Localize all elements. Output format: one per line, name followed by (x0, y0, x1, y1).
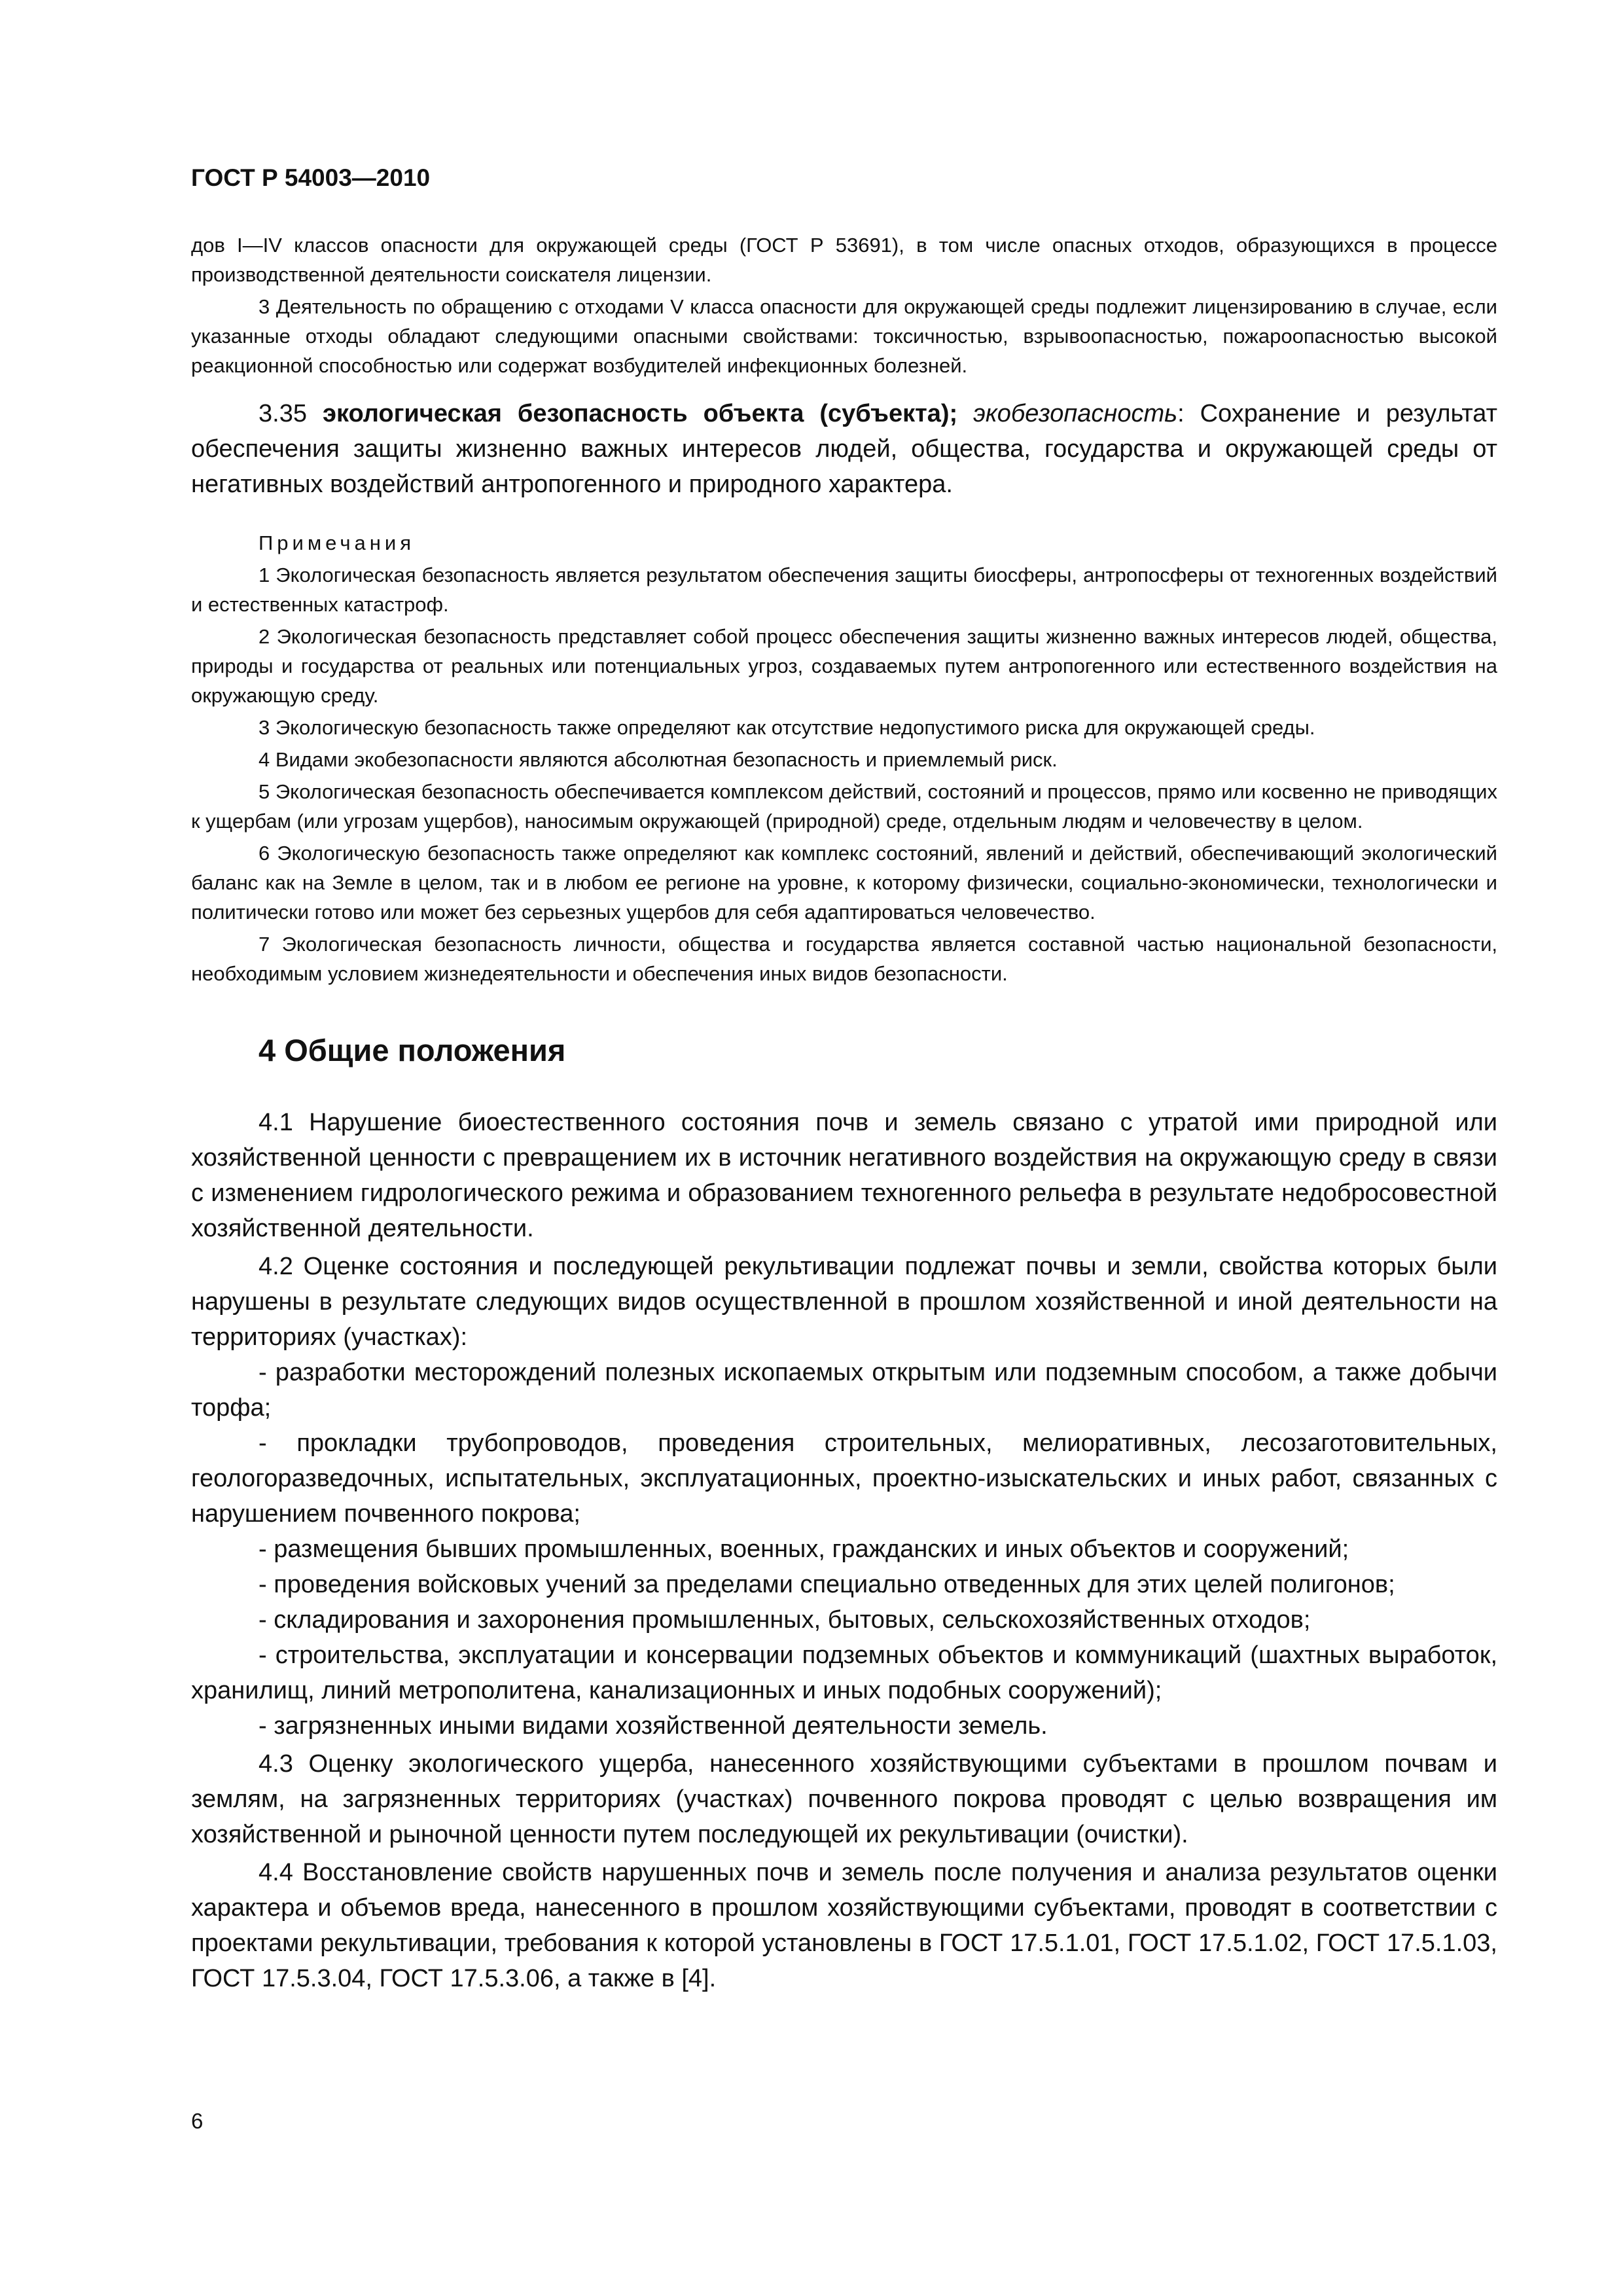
list-item: - складирования и захоронения промышленных, бытовых, сельскохозяйственных отходов; (259, 1606, 1311, 1634)
note-item: 5 Экологическая безопасность обеспечивается комплексом действий, состояний и процессов, прямо или косвенно не приводящих к ущербам (или угрозам ущербов), наносимым окружающей (природной) среде, отдельным людям и человечеству в целом. (191, 780, 1497, 833)
note-3: 3 Деятельность по обращению с отходами V класса опасности для окружающей среды подлежит лицензированию в случае, если указанные отходы обладают следующими опасными свойствами: токсичностью, взрывоопасностью, пожароопасностью высокой реакционной способностью или содержат возбудителей инфекционных болезней. (191, 295, 1497, 377)
term-synonym: экобезопасность (973, 400, 1178, 427)
list-item: - разработки месторождений полезных ископаемых открытым или подземным способом, а также добычи торфа; (191, 1359, 1497, 1422)
paragraph-4-2: 4.2 Оценке состояния и последующей рекультивации подлежат почвы и земли, свойства которых были нарушены в результате следующих видов осуществленной в прошлом хозяйственной и иной деятельности на территориях (участках): (191, 1253, 1497, 1351)
note-item: 7 Экологическая безопасность личности, общества и государства является составной частью национальной безопасности, необходимым условием жизнедеятельности и обеспечения иных видов безопасности. (191, 933, 1497, 985)
page-number: 6 (191, 2109, 204, 2133)
list-item: - прокладки трубопроводов, проведения строительных, мелиоративных, лесозаготовительных, геологоразведочных, испытательных, эксплуатационных, проектно-изыскательских и иных работ, связанных с нарушением почвенного покрова; (191, 1429, 1497, 1528)
paragraph-4-1: 4.1 Нарушение биоестественного состояния почв и земель связано с утратой ими природной или хозяйственной ценности с превращением их в источник негативного воздействия на окружающую среду в связи с изменением гидрологического режима и образованием техногенного рельефа в результате недобросовестной хозяйственной деятельности. (191, 1109, 1497, 1242)
note-item: 6 Экологическую безопасность также определяют как комплекс состояний, явлений и действий, обеспечивающий экологический баланс как на Земле в целом, так и в любом ее регионе на уровне, к которому физически, социально-экономически, технологически и политически готово или может без серьезных ущербов для себя адаптироваться человечество. (191, 842, 1497, 924)
section-4-body (191, 1105, 1497, 1996)
notes-block (191, 528, 1497, 988)
paragraph-4-4: 4.4 Восстановление свойств нарушенных почв и земель после получения и анализа результатов оценки характера и объемов вреда, нанесенного в прошлом хозяйствующими субъектами, проводят в соответствии с проектами рекультивации, требования к которой установлены в ГОСТ 17.5.1.01, ГОСТ 17.5.1.02, ГОСТ 17.5.1.03, ГОСТ 17.5.3.04, ГОСТ 17.5.3.06, а также в [4]. (191, 1859, 1497, 1992)
paragraph-4-3: 4.3 Оценку экологического ущерба, нанесенного хозяйствующими субъектами в прошлом почвам и землям, на загрязненных территориях (участках) почвенного покрова проводят с целью возвращения им хозяйственной и рыночной ценности путем последующей их рекультивации (очистки). (191, 1750, 1497, 1848)
document-header: ГОСТ Р 54003—2010 (191, 164, 431, 191)
term-definition-text: : Сохранение и результат обеспечения защиты жизненно важных интересов людей, общества, государства и окружающей среды от негативных воздействий антропогенного и природного характера. (191, 400, 1497, 498)
continued-paragraph: дов I—IV классов опасности для окружающей среды (ГОСТ Р 53691), в том числе опасных отходов, образующихся в процессе производственной деятельности соискателя лицензии. (191, 234, 1497, 286)
note-item: 3 Экологическую безопасность также определяют как отсутствие недопустимого риска для окружающей среды. (259, 716, 1315, 739)
note-item: 1 Экологическая безопасность является результатом обеспечения защиты биосферы, антропосферы от техногенных воздействий и естественных катастроф. (191, 564, 1497, 616)
term-3-35 (191, 396, 1497, 502)
term-definition (191, 396, 1497, 502)
term-name: экологическая безопасность объекта (субъекта); (322, 400, 958, 427)
notes-title: Примечания (259, 531, 415, 554)
list-item: - проведения войсковых учений за пределами специально отведенных для этих целей полигонов; (259, 1571, 1395, 1598)
document-page (191, 164, 1497, 1996)
note-item: 2 Экологическая безопасность представляет собой процесс обеспечения защиты жизненно важных интересов людей, общества, природы и государства от реальных или потенциальных угроз, создаваемых путем антропогенного или естественного воздействия на окружающую среду. (191, 625, 1497, 707)
list-item: - загрязненных иными видами хозяйственной деятельности земель. (259, 1712, 1048, 1740)
list-item: - размещения бывших промышленных, военных, гражданских и иных объектов и сооружений; (259, 1535, 1349, 1563)
term-number: 3.35 (259, 400, 307, 427)
continued-notes (191, 230, 1497, 380)
note-item: 4 Видами экобезопасности являются абсолютная безопасность и приемлемый риск. (259, 748, 1058, 771)
list-item: - строительства, эксплуатации и консервации подземных объектов и коммуникаций (шахтных выработок, хранилищ, линий метрополитена, канализационных и иных подобных сооружений); (191, 1641, 1497, 1704)
section-heading: 4 Общие положения (259, 1033, 566, 1067)
